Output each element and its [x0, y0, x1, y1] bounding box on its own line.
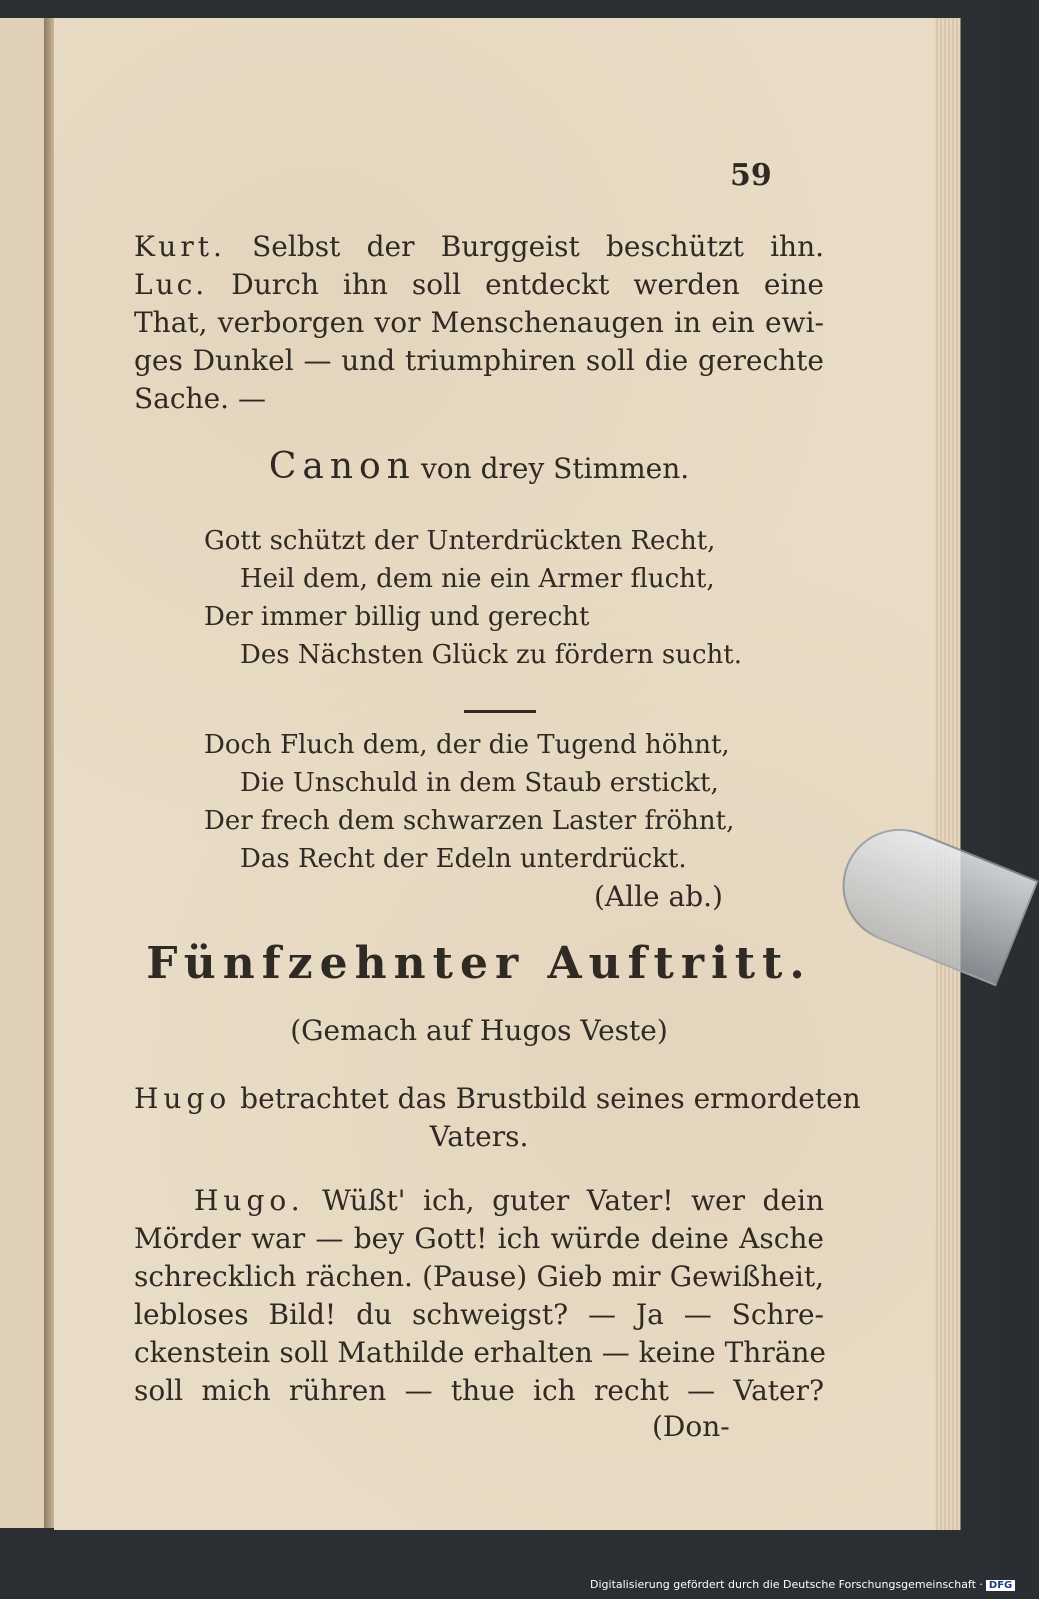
left-page-edge [0, 18, 46, 1528]
stage-direction [134, 1082, 861, 1115]
scene-heading: Fünfzehnter Auftritt. [146, 938, 812, 989]
speaker-name: Luc. [134, 268, 208, 301]
dialogue-text: Durch ihn soll entdeckt werden eine [231, 268, 824, 301]
dialogue-line: That, verborgen vor Menschenaugen in ein ewi- [134, 306, 824, 339]
verse-line: Das Recht der Edeln unterdrückt. [240, 844, 687, 874]
verse-line: Die Unschuld in dem Staub erstickt, [240, 768, 719, 798]
verse-line: Der immer billig und gerecht [204, 602, 590, 632]
dialogue-line [134, 230, 824, 263]
speaker-name: Kurt. [134, 230, 226, 263]
dialogue-line: ges Dunkel — und triumphiren soll die gerechte [134, 344, 824, 377]
canon-heading [134, 446, 824, 487]
catchword: (Don- [652, 1410, 730, 1443]
book-gutter [44, 18, 54, 1528]
dialogue-line: Sache. — [134, 382, 266, 415]
stage-direction-text: betrachtet das Brustbild seines ermordeten [240, 1082, 861, 1115]
page-stack-edge [934, 18, 961, 1530]
dialogue-line [134, 1184, 824, 1217]
section-divider [464, 710, 536, 713]
dialogue-line [134, 268, 824, 301]
scene-location: (Gemach auf Hugos Veste) [290, 1014, 668, 1047]
dialogue-line: ckenstein soll Mathilde erhalten — keine Thräne [134, 1336, 827, 1369]
verse-line: Der frech dem schwarzen Laster fröhnt, [204, 806, 735, 836]
dfg-logo: DFG [986, 1580, 1015, 1591]
canon-subtitle: von drey Stimmen. [420, 452, 690, 485]
dialogue-line: soll mich rühren — thue ich recht — Vater? [134, 1374, 824, 1407]
verse-line: Gott schützt der Unterdrückten Recht, [204, 526, 716, 556]
dialogue-line: Mörder war — bey Gott! ich würde deine Asche [134, 1222, 824, 1255]
verse-line: Heil dem, dem nie ein Armer flucht, [240, 564, 715, 594]
book-page [54, 18, 934, 1530]
verse-line: Des Nächsten Glück zu fördern sucht. [240, 640, 742, 670]
credit-text: Digitalisierung gefördert durch die Deutsche Forschungsgemeinschaft · [590, 1578, 983, 1591]
dialogue-line: lebloses Bild! du schweigst? — Ja — Schre- [134, 1298, 824, 1331]
character-name: Hugo [134, 1082, 232, 1115]
verse-line: Doch Fluch dem, der die Tugend höhnt, [204, 730, 730, 760]
dialogue-text: Selbst der Burggeist beschützt ihn. [252, 230, 824, 263]
dialogue-line: schrecklich rächen. (Pause) Gieb mir Gewißheit, [134, 1260, 824, 1293]
digitization-credit [590, 1578, 1015, 1591]
stage-direction-end: Vaters. [429, 1120, 529, 1153]
stage-exit: (Alle ab.) [594, 880, 723, 913]
page-number: 59 [730, 158, 772, 193]
speaker-name: Hugo. [194, 1184, 305, 1217]
canon-title: Canon [268, 446, 416, 487]
dialogue-text: Wüßt' ich, guter Vater! wer dein [322, 1184, 824, 1217]
